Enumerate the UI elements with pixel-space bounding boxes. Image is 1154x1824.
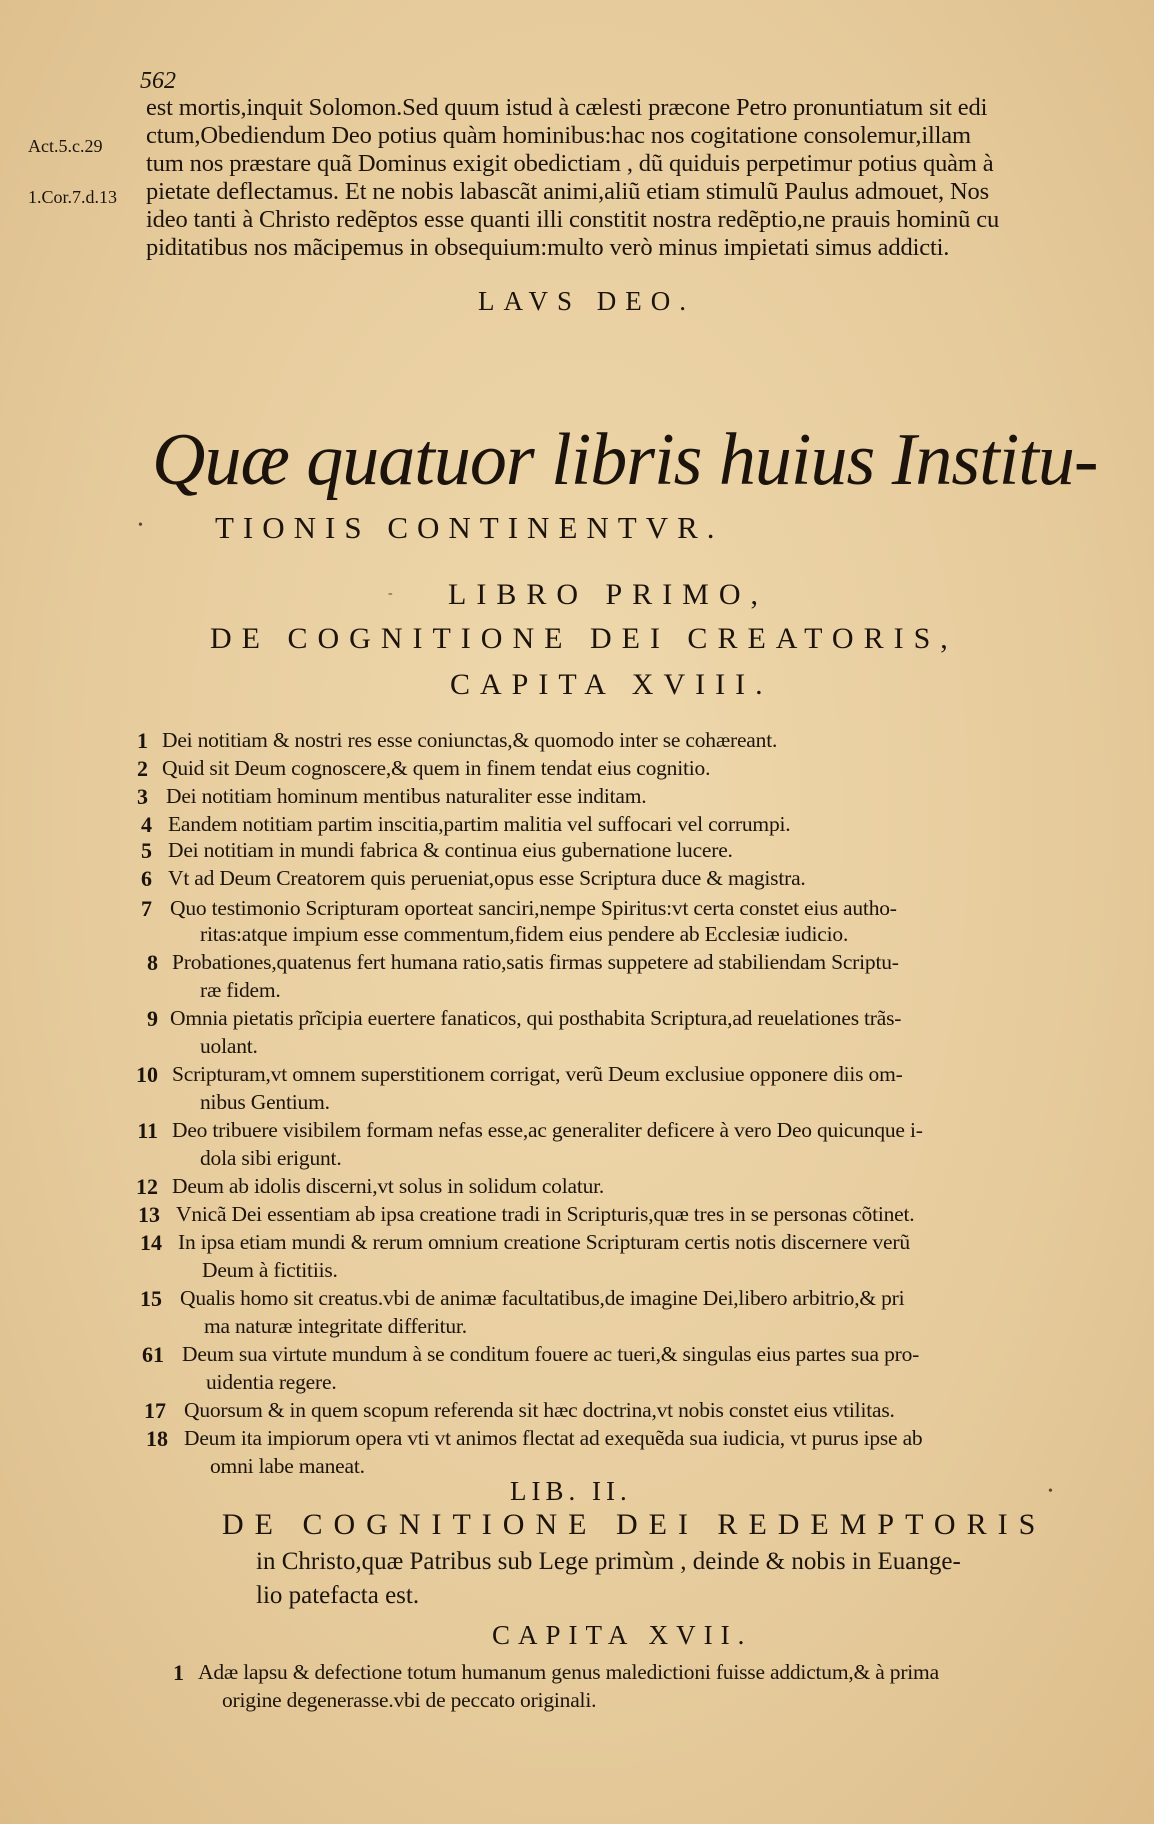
chapter-summary: Dei notitiam hominum mentibus naturaliter esse inditam. <box>166 784 647 808</box>
chapter-number: 61 <box>142 1342 164 1367</box>
stray-mark: • <box>1048 1484 1053 1499</box>
chapter-summary-continued: ma naturæ integritate differitur. <box>204 1314 467 1338</box>
chapter-number: 14 <box>140 1230 162 1255</box>
chapter-number: 13 <box>138 1202 160 1227</box>
chapter-summary: Vnicã Dei essentiam ab ipsa creatione tradi in Scripturis,quæ tres in se personas cõtinet. <box>176 1202 915 1226</box>
stray-mark: • <box>138 518 143 533</box>
chapter-summary: Omnia pietatis prĩcipia euertere fanaticos, qui posthabita Scriptura,ad reuelationes trãs- <box>170 1006 902 1030</box>
chapter-summary: Dei notitiam & nostri res esse coniunctas,& quomodo inter se cohæreant. <box>162 728 778 752</box>
chapter-summary-continued: Deum à fictitiis. <box>202 1258 338 1282</box>
chapter-summary-continued: ritas:atque impium esse commentum,fidem eius pendere ab Ecclesiæ iudicio. <box>200 922 849 946</box>
chapter-number: 8 <box>147 950 158 975</box>
chapter-number: 12 <box>136 1174 158 1199</box>
intro-line: tum nos præstare quã Dominus exigit obedictiam , dũ quiduis perpetimur potius quàm à <box>146 150 994 177</box>
chapter-number: 15 <box>140 1286 162 1311</box>
chapter-number: 10 <box>136 1062 158 1087</box>
page-number: 562 <box>140 68 176 94</box>
intro-line: ctum,Obediendum Deo potius quàm hominibus:hac nos cogitatione consolemur,illam <box>146 122 971 149</box>
intro-line: est mortis,inquit Solomon.Sed quum istud à cælesti præcone Petro pronuntiatum sit edi <box>146 94 988 121</box>
chapter-summary: Quo testimonio Scripturam oporteat sanciri,nempe Spiritus:vt certa constet eius autho- <box>170 896 897 920</box>
chapter-summary: Qualis homo sit creatus.vbi de animæ facultatibus,de imagine Dei,libero arbitrio,& pri <box>180 1286 905 1310</box>
chapter-summary: Deo tribuere visibilem formam nefas esse,ac generaliter deficere à vero Deo quicunque i- <box>172 1118 923 1142</box>
laus-deo: LAVS DEO. <box>478 286 696 316</box>
liber-secundo-subtitle: DE COGNITIONE DEI REDEMPTORIS <box>222 1508 1047 1541</box>
liber-primo-subtitle: DE COGNITIONE DEI CREATORIS, <box>210 622 958 655</box>
chapter-number: 9 <box>147 1006 158 1031</box>
chapter-summary-continued: uolant. <box>200 1034 258 1058</box>
liber-secundo-heading: LIB. II. <box>510 1476 632 1506</box>
chapter-summary: Deum ab idolis discerni,vt solus in solidum colatur. <box>172 1174 605 1198</box>
chapter-summary: Quid sit Deum cognoscere,& quem in finem tendat eius cognitio. <box>162 756 711 780</box>
chapter-summary: Quorsum & in quem scopum referenda sit hæc doctrina,vt nobis constet eius vtilitas. <box>184 1398 895 1422</box>
chapter-summary: Deum sua virtute mundum à se conditum fouere ac tueri,& singulas eius partes sua pro- <box>182 1342 920 1366</box>
chapter-number: 11 <box>137 1118 158 1143</box>
chapter-number: 1 <box>173 1660 184 1685</box>
chapter-summary-continued: omni labe maneat. <box>210 1454 365 1478</box>
liber-secundo-description: in Christo,quæ Patribus sub Lege primùm , deinde & nobis in Euange- <box>256 1548 961 1575</box>
chapter-number: 18 <box>146 1426 168 1451</box>
table-of-contents-title: Quæ quatuor libris huius Institu- <box>152 419 1098 501</box>
chapter-summary: In ipsa etiam mundi & rerum omnium creatione Scripturam certis notis discernere verũ <box>178 1230 910 1254</box>
chapter-summary: Adæ lapsu & defectione totum humanum genus maledictioni fuisse addictum,& à prima <box>198 1660 939 1684</box>
liber-primo-capita: CAPITA XVIII. <box>450 668 773 701</box>
intro-line: piditatibus nos mãcipemus in obsequium:multo verò minus impietati simus addicti. <box>146 234 950 261</box>
chapter-summary-continued: uidentia regere. <box>206 1370 337 1394</box>
liber-primo-heading: LIBRO PRIMO, <box>448 578 769 611</box>
chapter-number: 1 <box>137 728 148 753</box>
chapter-number: 6 <box>141 866 152 891</box>
intro-line: ideo tanti à Christo redẽptos esse quanti illi constitit nostra redẽptio,ne prauis hominũ cu <box>146 206 1000 233</box>
chapter-summary: Deum ita impiorum opera vti vt animos flectat ad exequẽda sua iudicia, vt purus ipse ab <box>184 1426 923 1450</box>
margin-note-corinthians: 1.Cor.7.d.13 <box>28 187 118 207</box>
table-of-contents-title-continued: TIONIS CONTINENTVR. <box>215 510 724 545</box>
chapter-summary: Probationes,quatenus fert humana ratio,satis firmas suppetere ad stabiliendam Scriptu- <box>172 950 899 974</box>
chapter-number: 17 <box>144 1398 166 1423</box>
chapter-summary: Vt ad Deum Creatorem quis perueniat,opus esse Scriptura duce & magistra. <box>168 866 806 890</box>
chapter-number: 4 <box>141 812 152 837</box>
stray-mark: - <box>388 586 393 601</box>
liber-secundo-capita: CAPITA XVII. <box>492 1620 753 1650</box>
margin-note-acts: Act.5.c.29 <box>28 136 103 156</box>
chapter-number: 7 <box>141 896 152 921</box>
intro-line: pietate deflectamus. Et ne nobis labascãt animi,aliũ etiam stimulũ Paulus admouet, Nos <box>146 178 990 205</box>
chapter-number: 3 <box>137 784 148 809</box>
chapter-number: 5 <box>141 838 152 863</box>
chapter-summary-continued: origine degenerasse.vbi de peccato originali. <box>222 1688 597 1712</box>
chapter-summary: Eandem notitiam partim inscitia,partim malitia vel suffocari vel corrumpi. <box>168 812 791 836</box>
chapter-summary-continued: nibus Gentium. <box>200 1090 330 1114</box>
liber-secundo-description-continued: lio patefacta est. <box>256 1582 420 1609</box>
chapter-number: 2 <box>137 756 148 781</box>
chapter-summary: Dei notitiam in mundi fabrica & continua eius gubernatione lucere. <box>168 838 733 862</box>
chapter-summary-continued: dola sibi erigunt. <box>200 1146 342 1170</box>
chapter-summary-continued: ræ fidem. <box>200 978 281 1002</box>
chapter-summary: Scripturam,vt omnem superstitionem corrigat, verũ Deum exclusiue opponere diis om- <box>172 1062 903 1086</box>
